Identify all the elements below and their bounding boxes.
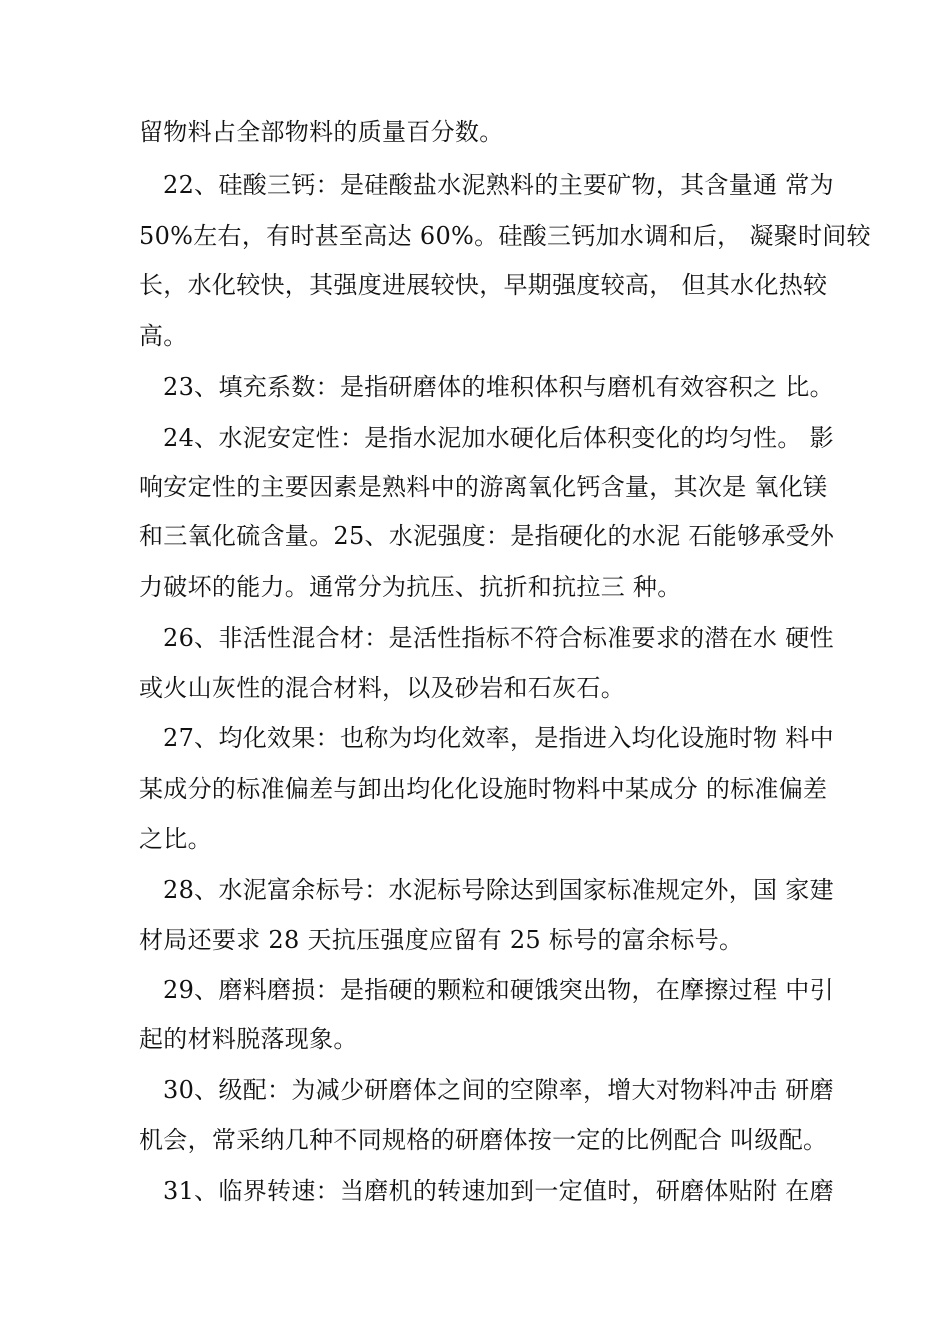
text-line: 31、临界转速：当磨机的转速加到一定值时，研磨体贴附 在磨: [163, 1177, 834, 1205]
text-line: 长，水化较快，其强度进展较快，早期强度较高， 但其水化热较: [139, 271, 828, 299]
text-line: 26、非活性混合材：是活性指标不符合标准要求的潜在水 硬性: [163, 624, 834, 652]
text-line: 50%左右，有时甚至高达 60%。硅酸三钙加水调和后， 凝聚时间较: [139, 222, 871, 250]
text-line: 或火山灰性的混合材料，以及砂岩和石灰石。: [139, 674, 625, 702]
text-line: 留物料占全部物料的质量百分数。: [139, 118, 504, 146]
text-line: 24、水泥安定性：是指水泥加水硬化后体积变化的均匀性。 影: [163, 424, 834, 452]
text-line: 和三氧化硫含量。25、水泥强度：是指硬化的水泥 石能够承受外: [139, 522, 835, 550]
text-line: 23、填充系数：是指研磨体的堆积体积与磨机有效容积之 比。: [163, 373, 834, 401]
text-line: 28、水泥富余标号：水泥标号除达到国家标准规定外，国 家建: [163, 876, 834, 904]
text-line: 29、磨料磨损：是指硬的颗粒和硬饿突出物，在摩擦过程 中引: [163, 976, 834, 1004]
text-line: 起的材料脱落现象。: [139, 1025, 358, 1053]
text-line: 响安定性的主要因素是熟料中的游离氧化钙含量，其次是 氧化镁: [139, 473, 828, 501]
text-line: 30、级配：为减少研磨体之间的空隙率，增大对物料冲击 研磨: [163, 1076, 834, 1104]
text-line: 材局还要求 28 天抗压强度应留有 25 标号的富余标号。: [139, 926, 744, 954]
text-line: 27、均化效果：也称为均化效率，是指进入均化设施时物 料中: [163, 724, 834, 752]
text-line: 力破坏的能力。通常分为抗压、抗折和抗拉三 种。: [139, 573, 682, 601]
text-line: 高。: [139, 322, 188, 350]
text-line: 某成分的标准偏差与卸出均化化设施时物料中某成分 的标准偏差: [139, 775, 828, 803]
text-line: 22、硅酸三钙：是硅酸盐水泥熟料的主要矿物，其含量通 常为: [163, 171, 834, 199]
text-line: 机会，常采纳几种不同规格的研磨体按一定的比例配合 叫级配。: [139, 1126, 828, 1154]
text-line: 之比。: [139, 825, 212, 853]
